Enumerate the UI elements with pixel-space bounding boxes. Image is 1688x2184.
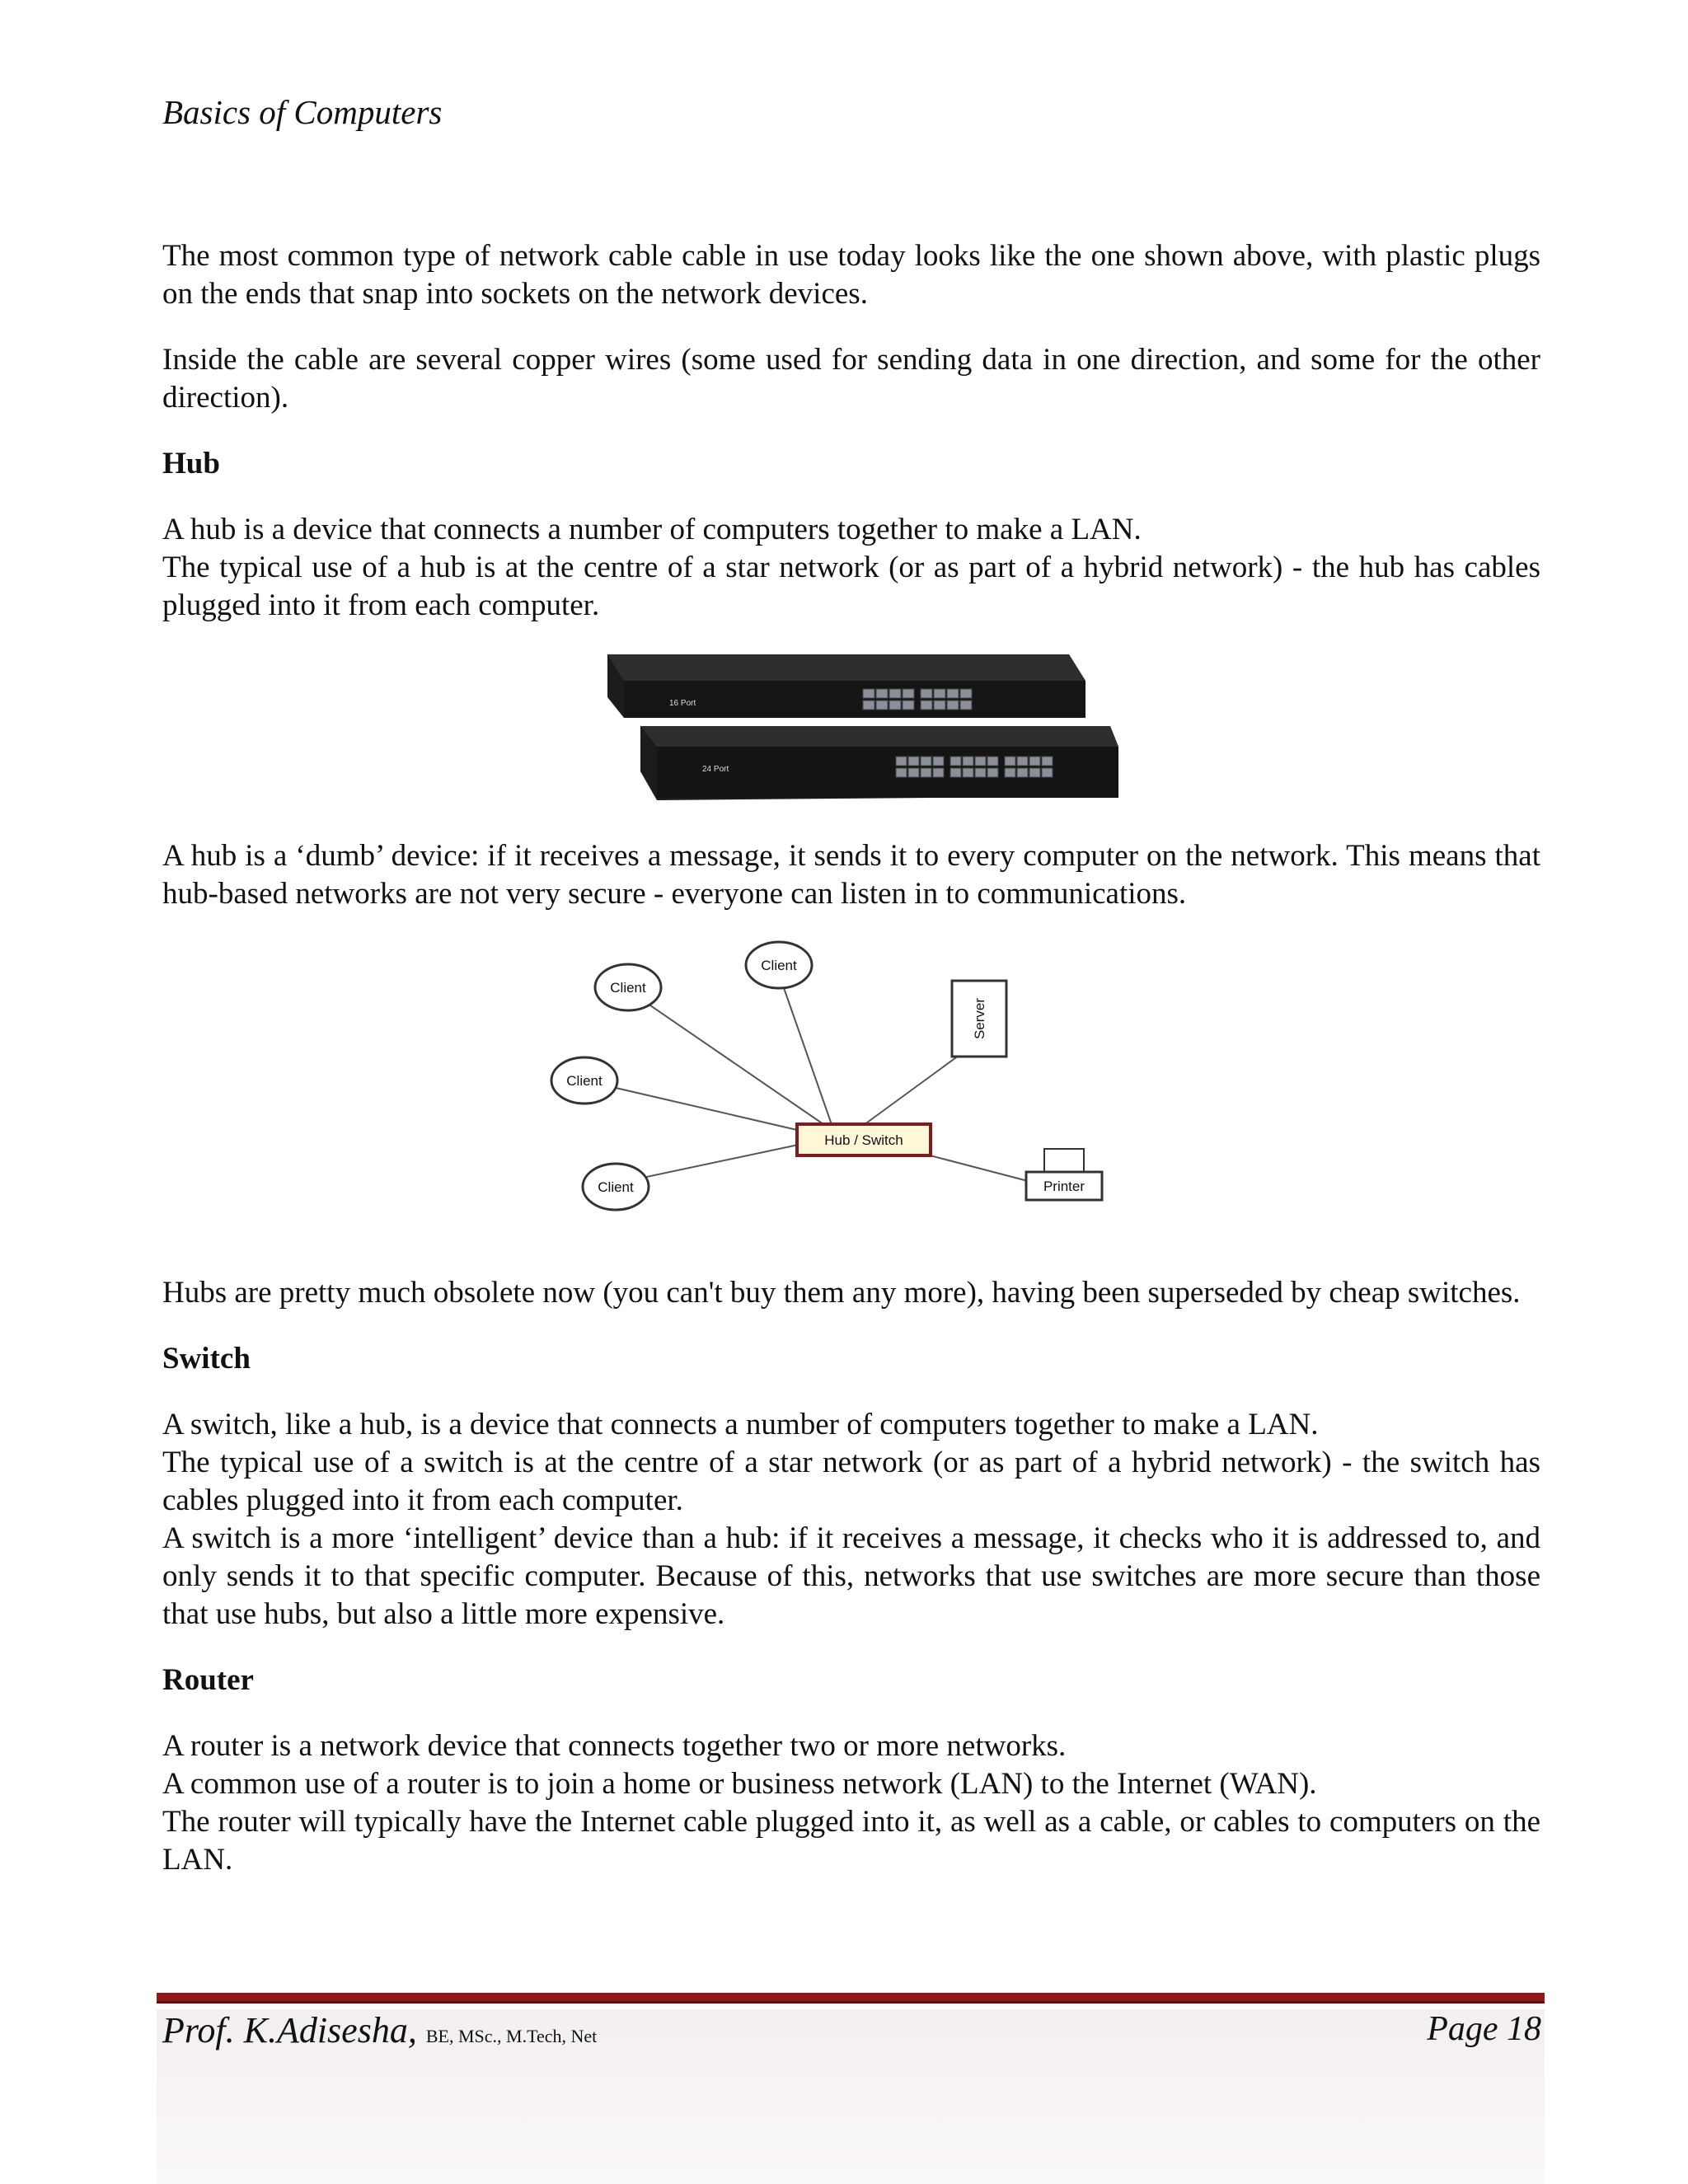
page-content [162, 237, 1540, 1879]
switch-paragraph-1: A switch, like a hub, is a device that connects a number of computers together to make a LAN. [162, 1408, 1319, 1441]
footer-rule [157, 1993, 1545, 2004]
server-label: Server [972, 997, 987, 1040]
client-node [595, 964, 661, 1010]
hub-paragraph-2: The typical use of a hub is at the centre of a star network (or as part of a hybrid network) - the hub has cables plugged into it from each computer. [162, 551, 1540, 622]
client-label: Client [610, 980, 646, 996]
hub-heading: Hub [162, 447, 220, 480]
router-paragraph-2: A common use of a router is to join a home or business network (LAN) to the Internet (WAN). [162, 1767, 1317, 1801]
client-label: Client [761, 958, 797, 973]
client-label: Client [566, 1073, 603, 1089]
hub-devices-image [591, 648, 1118, 813]
intro-paragraph-2: Inside the cable are several copper wires (some used for sending data in one direction, and some for the other direction). [162, 343, 1540, 415]
star-network-diagram [550, 938, 1143, 1243]
hub-switch-label: Hub / Switch [824, 1132, 903, 1148]
client-node [583, 1164, 649, 1210]
hub-paragraph-4: Hubs are pretty much obsolete now (you can't buy them any more), having been superseded by cheap switches. [162, 1276, 1521, 1310]
bottom-device-port-label: 24 Port [702, 765, 729, 774]
printer-label: Printer [1043, 1179, 1085, 1194]
footer-qualifications: BE, MSc., M.Tech, Net [425, 2026, 598, 2046]
router-paragraph-1: A router is a network device that connects together two or more networks. [162, 1729, 1067, 1763]
hub-paragraph-3: A hub is a ‘dumb’ device: if it receives a message, it sends it to every computer on the network. This means that hub-based networks are not very secure - everyone can listen in to communications. [162, 839, 1540, 911]
client-node [746, 942, 812, 988]
footer-page-number: Page 18 [1427, 2010, 1541, 2048]
switch-paragraph-2: The typical use of a switch is at the centre of a star network (or as part of a hybrid network) - the switch has cables plugged into it from each computer. [162, 1446, 1540, 1517]
router-heading: Router [162, 1663, 254, 1697]
footer-author-name: Prof. K.Adisesha, [162, 2010, 417, 2050]
client-node [551, 1057, 617, 1104]
hub-paragraph-1: A hub is a device that connects a number of computers together to make a LAN. [162, 513, 1142, 546]
printer-node [1026, 1149, 1102, 1200]
top-device-port-label: 16 Port [669, 699, 696, 708]
hub-switch-node [797, 1124, 931, 1155]
footer-author [162, 2009, 597, 2051]
page-header-title: Basics of Computers [162, 93, 443, 131]
switch-paragraph-3: A switch is a more ‘intelligent’ device than a hub: if it receives a message, it checks who it is addressed to, and only sends it to that specific computer. Because of this, networks that use switches are more secure than those that use hubs, but also a little more expensive. [162, 1521, 1540, 1631]
server-node [952, 981, 1006, 1057]
router-paragraph-3: The router will typically have the Internet cable plugged into it, as well as a cable, or cables to computers on the LAN. [162, 1805, 1540, 1877]
switch-heading: Switch [162, 1342, 251, 1376]
intro-paragraph-1: The most common type of network cable cable in use today looks like the one shown above, with plastic plugs on the ends that snap into sockets on the network devices. [162, 239, 1540, 311]
client-label: Client [598, 1179, 634, 1195]
